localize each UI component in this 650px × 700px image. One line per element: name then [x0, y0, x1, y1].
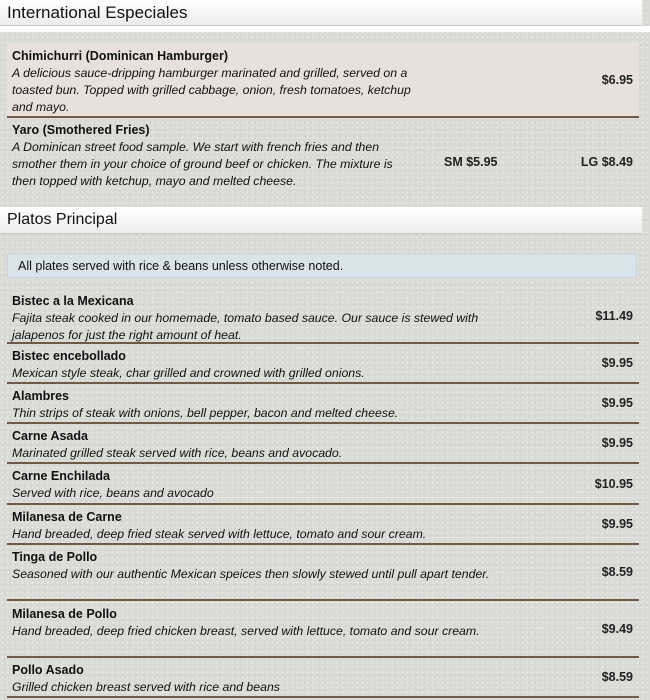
- item-name: Chimichurri (Dominican Hamburger): [12, 49, 228, 63]
- menu-item-chimichurri: [7, 43, 639, 118]
- item-price: $9.95: [601, 356, 633, 370]
- menu-item-bistec-mexicana: [7, 290, 639, 344]
- item-price: $8.59: [601, 670, 633, 684]
- item-description: Hand breaded, deep fried steak served with lettuce, tomato and sour cream.: [12, 527, 427, 541]
- menu-item-bistec-encebollado: [7, 344, 639, 384]
- item-name: Bistec a la Mexicana: [12, 294, 134, 308]
- item-description: Fajita steak cooked in our homemade, tomato based sauce. Our sauce is stewed with jalapenos for just the right amount of heat.: [12, 311, 479, 342]
- menu-item-carne-enchilada: [7, 464, 639, 505]
- section-title: Platos Principal: [7, 211, 118, 228]
- item-description: Served with rice, beans and avocado: [12, 486, 214, 500]
- item-description: A delicious sauce-dripping hamburger marinated and grilled, served on a toasted bun. Topped with grilled cabbage, onion, fresh tomatoes, ketchup and mayo.: [12, 66, 411, 114]
- menu-item-tinga-pollo: [7, 545, 639, 601]
- menu-item-milanesa-carne: [7, 505, 639, 545]
- menu-item-pollo-asado: [7, 658, 639, 698]
- item-name: Milanesa de Pollo: [12, 607, 117, 621]
- section-divider: [0, 26, 650, 32]
- item-price-small: SM $5.95: [444, 155, 498, 169]
- item-name: Tinga de Pollo: [12, 550, 98, 564]
- item-description: Thin strips of steak with onions, bell pepper, bacon and melted cheese.: [12, 406, 399, 420]
- item-description: A Dominican street food sample. We start with french fries and then smother them in your choice of ground beef or chicken. The mixture is then topped with ketchup, mayo and melted cheese.: [12, 140, 393, 188]
- item-price: $6.95: [601, 72, 633, 87]
- section-header-international: [0, 0, 642, 26]
- item-description: Mexican style steak, char grilled and crowned with grilled onions.: [12, 366, 365, 380]
- item-price: $9.95: [601, 436, 633, 450]
- item-name: Carne Enchilada: [12, 469, 110, 483]
- item-description: Marinated grilled steak served with rice, beans and avocado.: [12, 446, 343, 460]
- item-description: Hand breaded, deep fried chicken breast, served with lettuce, tomato and sour cream.: [12, 624, 480, 638]
- section-header-platos: [0, 207, 642, 234]
- item-name: Yaro (Smothered Fries): [12, 123, 150, 137]
- item-price: $10.95: [594, 476, 633, 491]
- menu-item-alambres: [7, 384, 639, 424]
- item-price: $9.49: [601, 621, 633, 636]
- item-name: Milanesa de Carne: [12, 510, 122, 524]
- item-name: Pollo Asado: [12, 663, 84, 677]
- item-description: Seasoned with our authentic Mexican speices then slowly stewed until pull apart tender.: [12, 567, 490, 581]
- item-description: Grilled chicken breast served with rice and beans: [12, 680, 280, 694]
- section-title: International Especiales: [7, 2, 188, 22]
- item-price: $9.95: [601, 396, 633, 410]
- menu-item-carne-asada: [7, 424, 639, 464]
- item-price: $8.59: [601, 565, 633, 579]
- item-price: $9.95: [601, 517, 633, 531]
- item-name: Carne Asada: [12, 429, 88, 443]
- menu-item-milanesa-pollo: [7, 601, 639, 658]
- item-name: Bistec encebollado: [12, 349, 126, 363]
- plates-note: [7, 253, 637, 278]
- item-price: $11.49: [595, 309, 633, 323]
- item-name: Alambres: [12, 389, 69, 403]
- item-price-large: LG $8.49: [580, 155, 633, 169]
- note-text: All plates served with rice & beans unless otherwise noted.: [18, 258, 344, 273]
- menu-item-yaro: [7, 118, 639, 204]
